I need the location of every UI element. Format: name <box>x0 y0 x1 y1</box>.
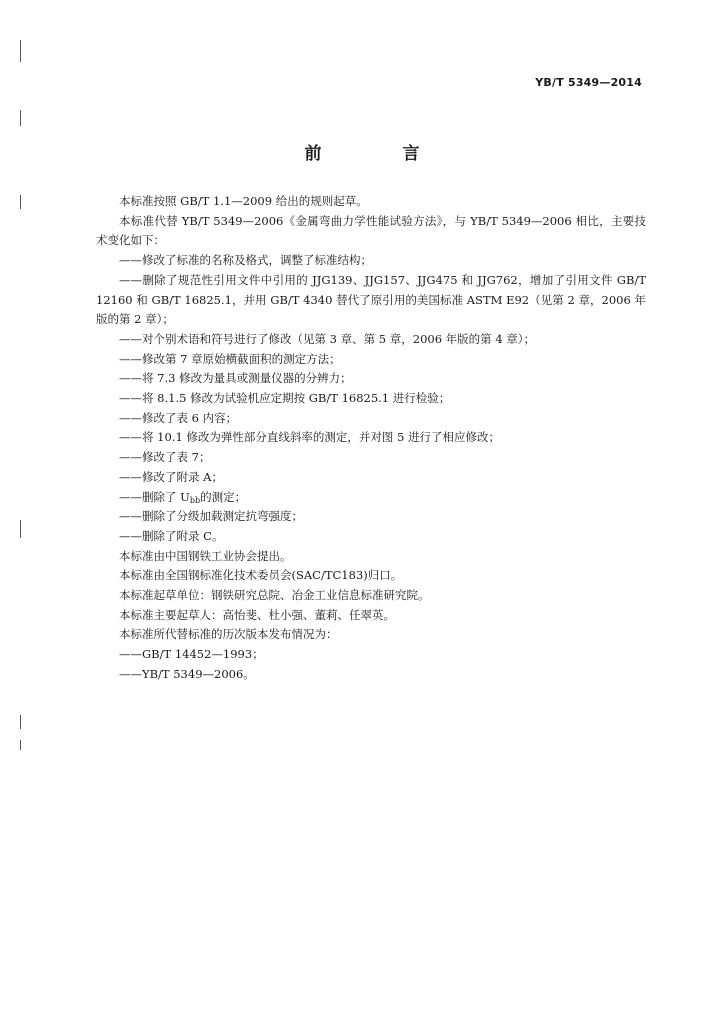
page-title: 前 言 <box>304 144 452 164</box>
paragraph: 本标准由中国钢铁工业协会提出。 <box>119 548 292 563</box>
list-item: ——修改了标准的名称及格式，调整了标准结构； <box>119 253 372 268</box>
list-item: ——将 8.1.5 修改为试验机应定期按 GB/T 16825.1 进行检验； <box>119 391 451 406</box>
paragraph: 本标准按照 GB/T 1.1—2009 给出的规则起草。 <box>119 194 368 208</box>
ubb-suffix: 的测定； <box>200 489 247 504</box>
ubb-subscript: bb <box>189 495 201 505</box>
list-item: ——删除了规范性引用文件中引用的 JJG139、JJG157、JJG475 和 JJG762，增加了引用文件 GB/T 12160 和 GB/T 16825.1，并用 GB/T 4340 替代了原引用的美国标准 ASTM E92（见第 2 章，2006 年版的第 2 章）； <box>96 272 646 327</box>
scan-margin-mark <box>20 520 21 538</box>
list-item: ——修改了表 6 内容； <box>119 410 238 425</box>
list-item: ——修改了附录 A； <box>119 469 223 484</box>
ubb-prefix: ——删除了 U <box>119 489 190 504</box>
list-item: ——修改了表 7； <box>119 450 211 465</box>
list-item: ——YB/T 5349—2006。 <box>119 666 255 681</box>
list-item <box>96 488 646 508</box>
scan-margin-mark <box>20 740 21 750</box>
list-item: ——修改第 7 章原始横截面积的测定方法； <box>119 351 341 366</box>
scan-margin-mark <box>20 40 21 62</box>
paragraph: 本标准所代替标准的历次版本发布情况为： <box>119 627 338 642</box>
paragraph: 本标准起草单位：钢铁研究总院、冶金工业信息标准研究院。 <box>119 588 430 603</box>
paragraph: 本标准主要起草人：高怡斐、杜小强、董莉、任翠英。 <box>119 607 395 622</box>
list-item: ——删除了分级加载测定抗弯强度； <box>119 509 303 524</box>
list-item: ——将 7.3 修改为量具或测量仪器的分辨力； <box>119 371 352 386</box>
scan-margin-mark <box>20 110 21 126</box>
standard-code: YB/T 5349—2014 <box>535 76 642 89</box>
list-item: ——删除了附录 C。 <box>119 528 224 543</box>
scan-margin-mark <box>20 195 21 209</box>
foreword-body <box>96 192 646 685</box>
paragraph: 本标准代替 YB/T 5349—2006《金属弯曲力学性能试验方法》，与 YB/T 5349—2006 相比，主要技术变化如下： <box>96 213 646 248</box>
list-item: ——将 10.1 修改为弹性部分直线斜率的测定，并对图 5 进行了相应修改； <box>119 430 501 445</box>
list-item: ——对个别术语和符号进行了修改（见第 3 章、第 5 章，2006 年版的第 4 章）； <box>119 331 536 346</box>
paragraph: 本标准由全国钢标准化技术委员会(SAC/TC183)归口。 <box>119 568 403 583</box>
scan-margin-mark <box>20 715 21 729</box>
list-item: ——GB/T 14452—1993； <box>119 647 264 662</box>
